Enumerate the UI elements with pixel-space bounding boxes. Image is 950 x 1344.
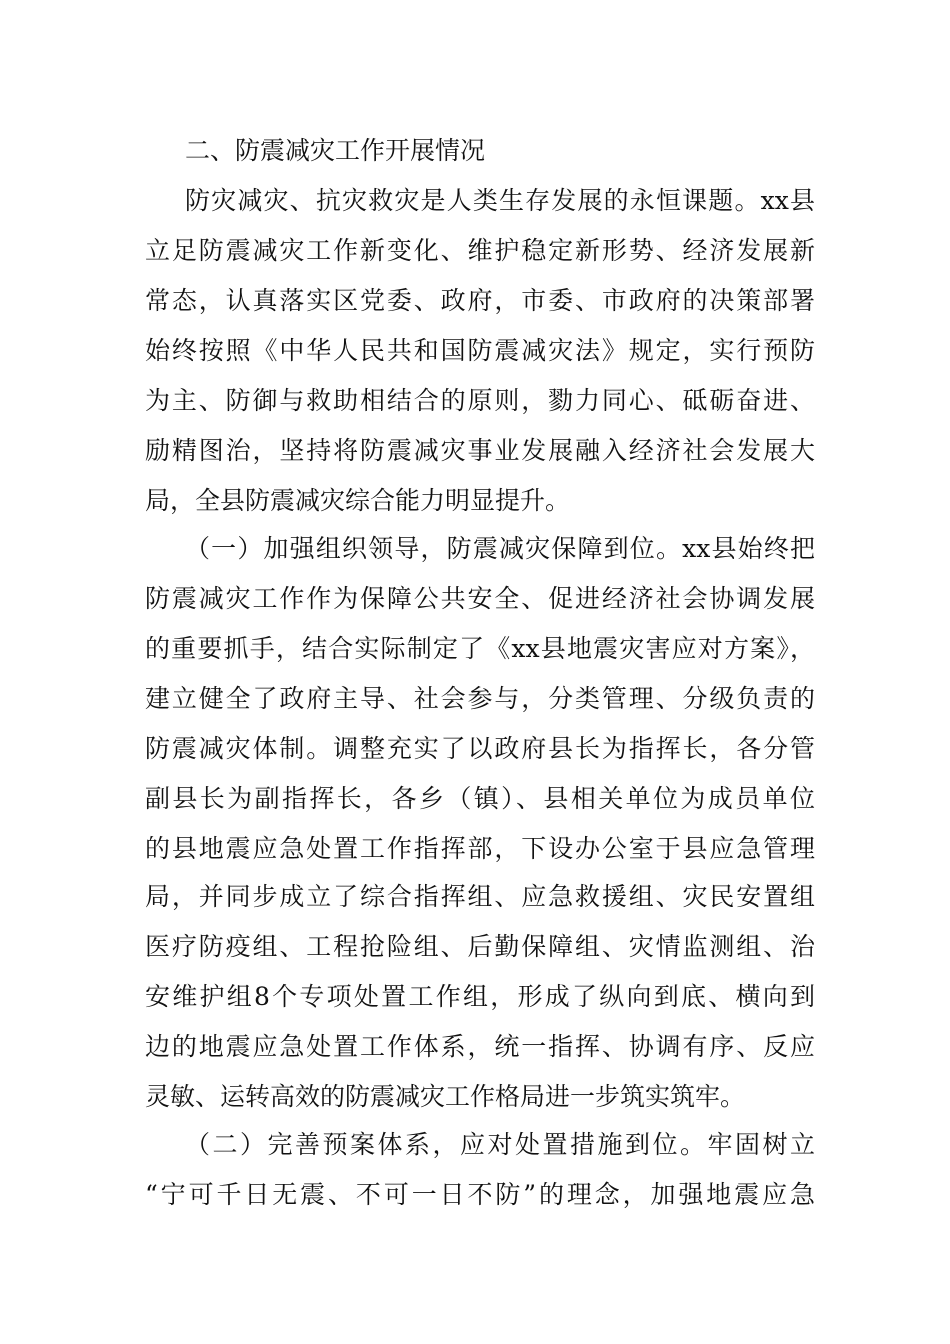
paragraph-line: 的县地震应急处置工作指挥部，下设办公室于县应急管理 (145, 834, 815, 863)
paragraph-line: 边的地震应急处置工作体系，统一指挥、协调有序、反应 (145, 1032, 815, 1061)
paragraph-line: 励精图治，坚持将防震减灾事业发展融入经济社会发展大 (145, 436, 815, 465)
paragraph-line: 防灾减灾、抗灾救灾是人类生存发展的永恒课题。xx县 (185, 186, 815, 215)
paragraph-line: 的重要抓手，结合实际制定了《xx县地震灾害应对方案》， (145, 634, 815, 663)
paragraph-line: 安维护组8个专项处置工作组，形成了纵向到底、横向到 (145, 982, 815, 1011)
paragraph-line: 医疗防疫组、工程抢险组、后勤保障组、灾情监测组、治 (145, 932, 815, 961)
paragraph-line: 为主、防御与救助相结合的原则，勠力同心、砥砺奋进、 (145, 386, 815, 415)
paragraph-line: 防震减灾工作作为保障公共安全、促进经济社会协调发展 (145, 584, 815, 613)
paragraph-line: （二）完善预案体系，应对处置措施到位。牢固树立 (185, 1130, 815, 1159)
paragraph-line: 建立健全了政府主导、社会参与，分类管理、分级负责的 (145, 684, 815, 713)
paragraph-line: 副县长为副指挥长，各乡（镇）、县相关单位为成员单位 (145, 784, 815, 813)
paragraph-line: 始终按照《中华人民共和国防震减灾法》规定，实行预防 (145, 336, 815, 365)
paragraph-line: 灵敏、运转高效的防震减灾工作格局进一步筑实筑牢。 (145, 1082, 746, 1111)
paragraph-line: 立足防震减灾工作新变化、维护稳定新形势、经济发展新 (145, 236, 815, 265)
section-heading: 二、防震减灾工作开展情况 (185, 136, 486, 165)
paragraph-line: 局，全县防震减灾综合能力明显提升。 (145, 486, 571, 515)
paragraph-line: 防震减灾体制。调整充实了以政府县长为指挥长，各分管 (145, 734, 815, 763)
paragraph-line: （一）加强组织领导，防震减灾保障到位。xx县始终把 (185, 534, 815, 563)
paragraph-line: “宁可千日无震、不可一日不防”的理念，加强地震应急 (145, 1180, 815, 1209)
paragraph-line: 局，并同步成立了综合指挥组、应急救援组、灾民安置组 (145, 882, 815, 911)
paragraph-line: 常态，认真落实区党委、政府，市委、市政府的决策部署 (145, 286, 815, 315)
